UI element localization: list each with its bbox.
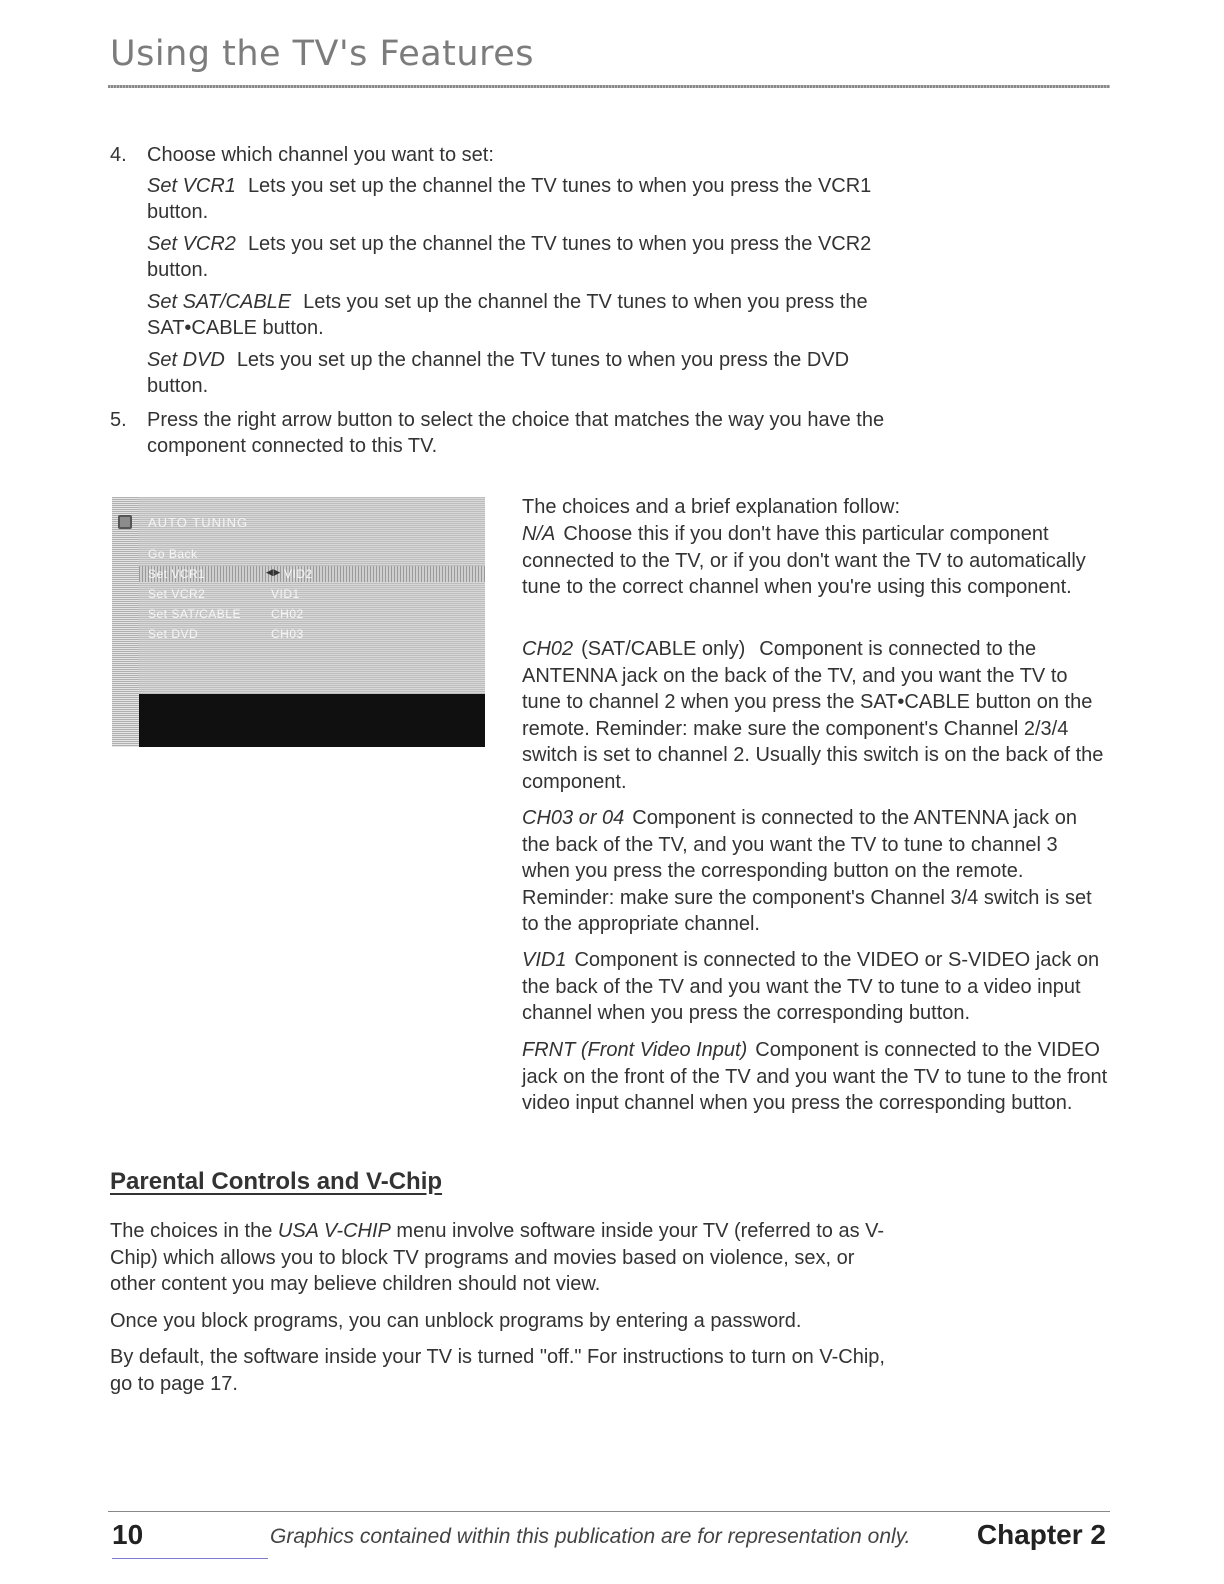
option-term: Set DVD (147, 349, 225, 371)
menu-row-label: Set VCR1 (148, 567, 206, 581)
option-set-vcr1 (147, 173, 907, 225)
step-number: 5. (110, 409, 127, 431)
choice-desc: Component is connected to the VIDEO jack on the front of the TV and you want the TV to tune to the front video input channel when you press the corresponding button. (522, 1039, 1108, 1114)
option-set-dvd (147, 347, 907, 399)
menu-row-label: Go Back (148, 547, 198, 561)
menu-row-value: VID2 (284, 567, 313, 581)
parental-paragraph-3: By default, the software inside your TV is turned "off." For instructions to turn on V-Chip, go to page 17. (110, 1346, 885, 1395)
menu-row-value: VID1 (271, 587, 300, 601)
paragraph-text: The choices in the (110, 1220, 278, 1242)
paragraph-text: menu involve software inside your TV (referred to as V-Chip) which allows you to block TV programs and movies based on violence, sex, or other content you may believe children should not view. (110, 1220, 885, 1295)
menu-row-go-back (148, 547, 198, 561)
choice-term: VID1 (522, 949, 567, 971)
menu-row-set-satcable (148, 607, 304, 621)
option-term: Set SAT/CABLE (147, 291, 292, 313)
menu-row-set-vcr2 (148, 587, 300, 601)
choices-intro: The choices and a brief explanation follow: (522, 496, 901, 518)
menu-row-label: Set VCR2 (148, 587, 206, 601)
menu-left-strip (112, 497, 139, 747)
choice-desc: Component is connected to the ANTENNA jack on the back of the TV, and you want the TV to tune to channel 2 when you press the SAT•CABLE button on the remote. Reminder: make sure the component's Channel 2/3/4 switch is set to channel 2. Usually this switch is on the back of the component. (522, 638, 1104, 793)
menu-title: AUTO TUNING (148, 515, 249, 530)
option-desc: Lets you set up the channel the TV tunes to when you press the SAT•CABLE button. (147, 291, 868, 339)
choice-desc: Component is connected to the ANTENNA jack on the back of the TV, and you want the TV to tune to channel 3 when you press the corresponding button on the remote. Reminder: make sure the component's Channel 3/4 switch is set to the appropriate channel. (522, 807, 1092, 935)
option-desc: Lets you set up the channel the TV tunes to when you press the VCR1 button. (147, 175, 872, 223)
page-number-underline (112, 1558, 268, 1559)
option-desc: Lets you set up the channel the TV tunes to when you press the DVD button. (147, 349, 850, 397)
parental-paragraph-2: Once you block programs, you can unblock programs by entering a password. (110, 1310, 802, 1332)
chapter-label: Chapter 2 (976, 1519, 1106, 1550)
choice-term: CH02 (522, 638, 574, 660)
menu-row-set-dvd (148, 627, 304, 641)
choice-term: CH03 or 04 (522, 807, 625, 829)
menu-icon (118, 515, 132, 529)
footer-rule (108, 1511, 1110, 1512)
section-heading-parental-controls: Parental Controls and V-Chip (110, 1168, 443, 1195)
choice-frnt (522, 1037, 1108, 1117)
option-term: Set VCR1 (147, 175, 236, 197)
option-desc: Lets you set up the channel the TV tunes to when you press the VCR2 button. (147, 233, 872, 281)
page-number: 10 (112, 1519, 144, 1550)
parental-paragraph-1 (110, 1218, 890, 1298)
choice-ch03-or-04 (522, 805, 1108, 938)
menu-black-band (139, 694, 485, 747)
step-text: Press the right arrow button to select the choice that matches the way you have the component connected to this TV. (147, 409, 885, 457)
step-text: Choose which channel you want to set: (147, 144, 494, 166)
menu-row-label: Set SAT/CABLE (148, 607, 241, 621)
option-set-satcable (147, 289, 907, 341)
menu-row-set-vcr1 (148, 567, 313, 581)
menu-row-label: Set DVD (148, 627, 199, 641)
choice-note: (SAT/CABLE only) (581, 638, 746, 660)
tv-menu-screenshot (112, 497, 485, 747)
footer-note: Graphics contained within this publication are for representation only. (270, 1525, 911, 1548)
choice-na (522, 521, 1108, 601)
header-rule (108, 85, 1110, 88)
choice-term: FRNT (Front Video Input) (522, 1039, 748, 1061)
option-term: Set VCR2 (147, 233, 236, 255)
menu-row-value: CH02 (271, 607, 304, 621)
left-right-arrows-icon: ◀▶ (266, 567, 281, 577)
step-number: 4. (110, 144, 127, 166)
choice-desc: Choose this if you don't have this particular component connected to the TV, or if you don't want the TV to automatically tune to the correct channel when you're using this component. (522, 523, 1086, 598)
menu-row-value: CH03 (271, 627, 304, 641)
choice-desc: Component is connected to the VIDEO or S-VIDEO jack on the back of the TV and you want the TV to tune to a video input channel when you press the corresponding button. (522, 949, 1100, 1024)
choice-term: N/A (522, 523, 556, 545)
menu-name-emphasis: USA V-CHIP (277, 1220, 391, 1242)
choice-vid1 (522, 947, 1108, 1027)
choice-ch02 (522, 636, 1108, 795)
option-set-vcr2 (147, 231, 907, 283)
page-title: Using the TV's Features (110, 34, 534, 74)
